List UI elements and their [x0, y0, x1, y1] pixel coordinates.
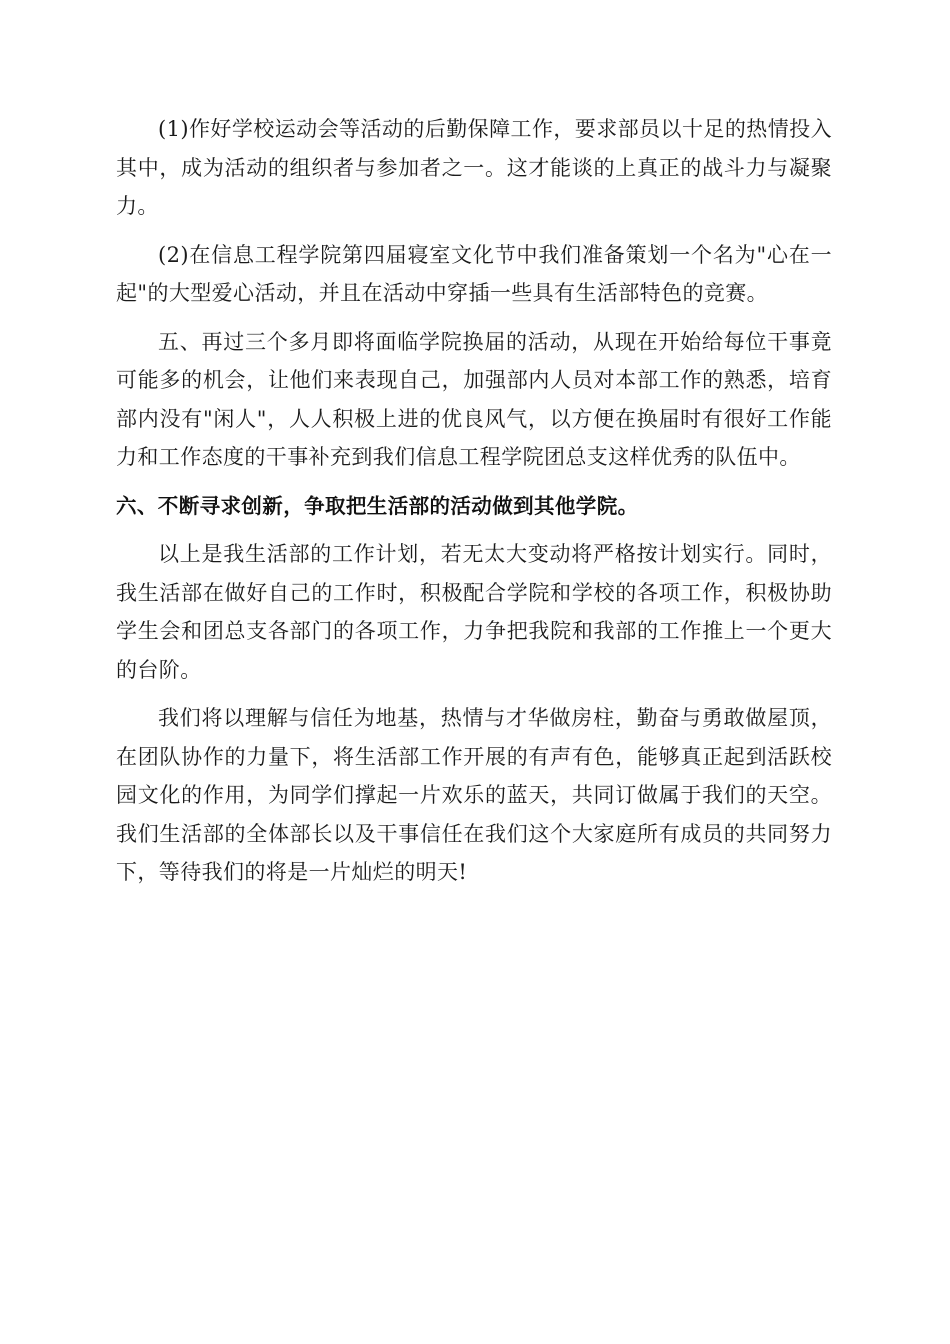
section-six-heading: 六、不断寻求创新，争取把生活部的活动做到其他学院。: [116, 493, 639, 518]
paragraph-dorm-festival: (2)在信息工程学院第四届寝室文化节中我们准备策划一个名为"心在一起"的大型爱心活动，并且在活动中穿插一些具有生活部特色的竞赛。: [116, 242, 832, 305]
paragraph-logistics: (1)作好学校运动会等活动的后勤保障工作，要求部员以十足的热情投入其中，成为活动的组织者与参加者之一。这才能谈的上真正的战斗力与凝聚力。: [116, 117, 832, 218]
paragraph-summary: 以上是我生活部的工作计划，若无太大变动将严格按计划实行。同时，我生活部在做好自己的工作时，积极配合学院和学校的各项工作，积极协助学生会和团总支各部门的各项工作，力争把我院和我部的工作推上一个更大的台阶。: [116, 542, 832, 682]
paragraph-closing: 我们将以理解与信任为地基，热情与才华做房柱，勤奋与勇敢做屋顶，在团队协作的力量下，将生活部工作开展的有声有色，能够真正起到活跃校园文化的作用，为同学们撑起一片欢乐的蓝天，共同订做属于我们的天空。我们生活部的全体部长以及干事信任在我们这个大家庭所有成员的共同努力下，等待我们的将是一片灿烂的明天!: [116, 706, 832, 884]
paragraph-section-five: 五、再过三个多月即将面临学院换届的活动，从现在开始给每位干事竟可能多的机会，让他们来表现自己，加强部内人员对本部工作的熟悉，培育部内没有"闲人"，人人积极上进的优良风气，以方便在换届时有很好工作能力和工作态度的干事补充到我们信息工程学院团总支这样优秀的队伍中。: [116, 329, 832, 469]
document-body: [116, 110, 832, 902]
